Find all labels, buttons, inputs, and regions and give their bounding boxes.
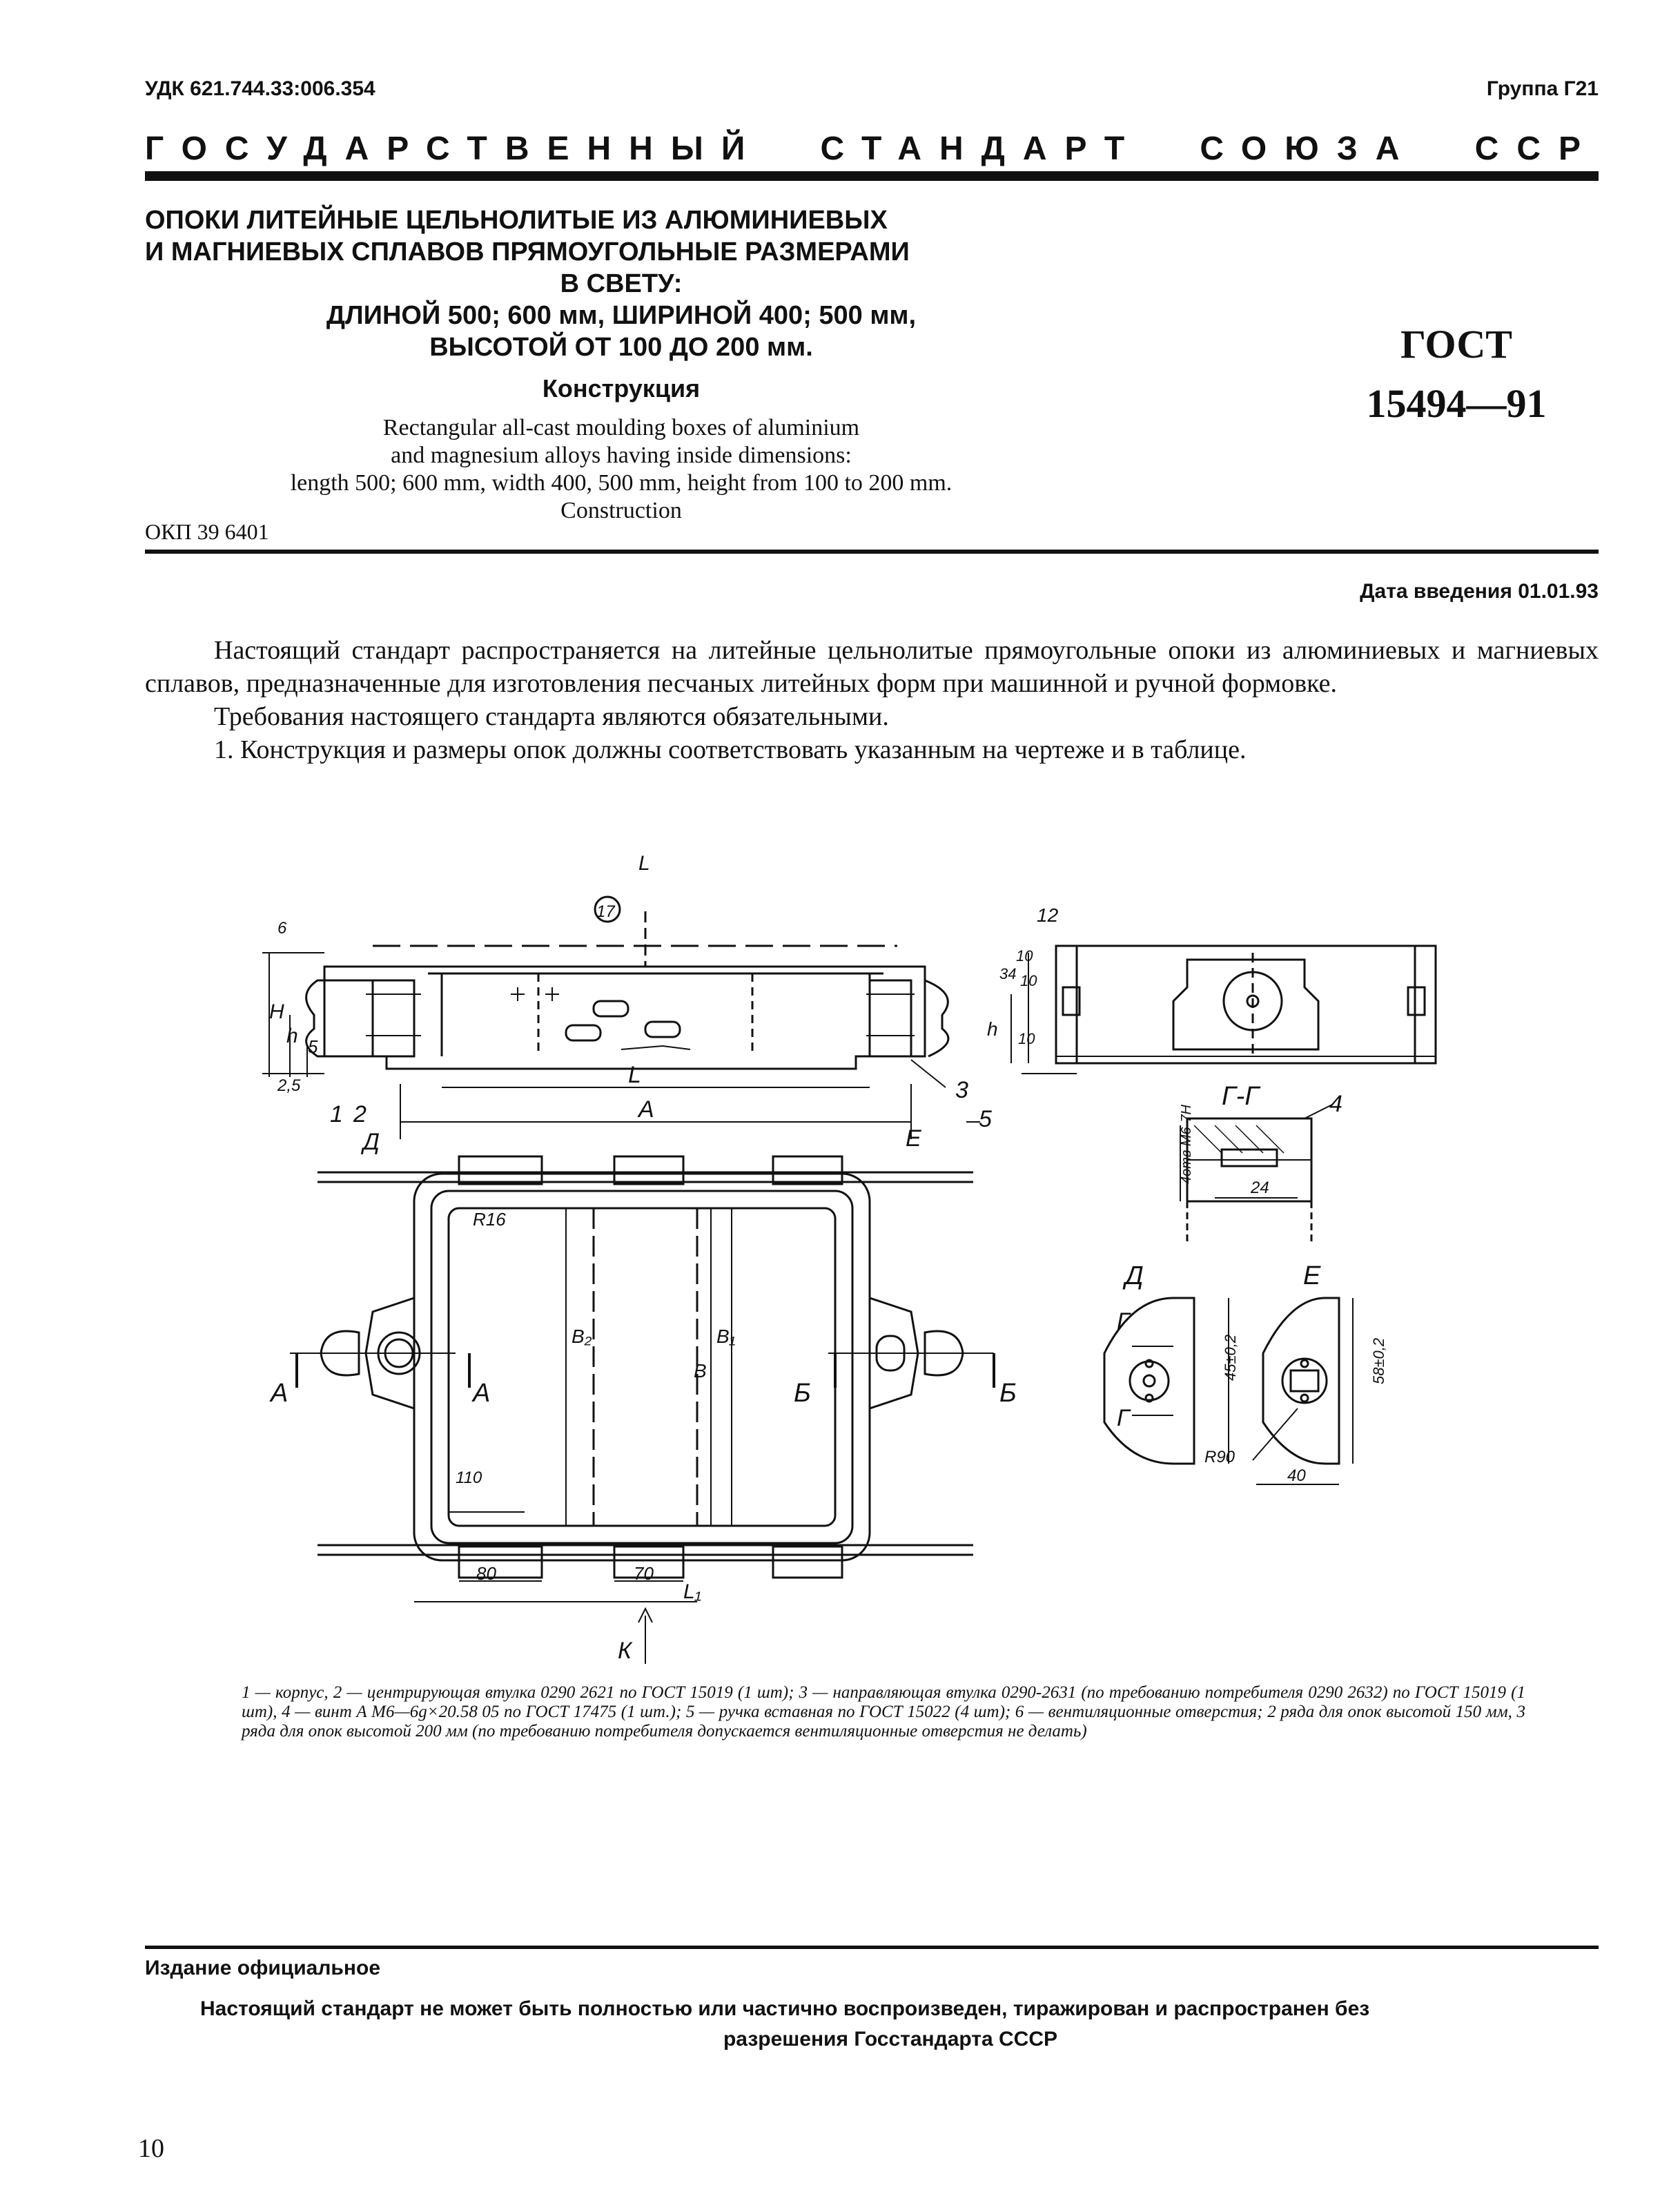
figure-caption: 1 — корпус, 2 — центрирующая втулка 0290 2621 по ГОСТ 15019 (1 шт); 3 — направляющая втулка 0290-2631 (по требованию потребителя 0290 2632) по ГОСТ 15019 (1 шт), 4 — винт А М6—6g×20.58 05 по ГОСТ 17475 (1 шт.); 5 — ручка вставная по ГОСТ 15022 (4 шт); 6 — вентиляционные отверстия; 2 ряда для опок высотой 150 мм, 3 ряда для опок высотой 200 мм (по требованию потребителя допускается вентиляционные отверстия не делать) (242, 1683, 1525, 1741)
callout-4: 4 (1329, 1091, 1342, 1117)
english-title-line: Construction (560, 498, 682, 523)
document-subtitle: Конструкция (542, 374, 701, 403)
dim-label-B: B (694, 1360, 707, 1382)
view-title-D: Д (1125, 1261, 1144, 1290)
section-mark-A: А (473, 1379, 491, 1408)
title-line: ДЛИНОЙ 500; 600 мм, ШИРИНОЙ 400; 500 мм, (326, 301, 917, 330)
callout-6: 6 (277, 919, 287, 938)
notice-line: разрешения Госстандарта СССР (723, 2028, 1058, 2051)
banner-word: ССР (1474, 130, 1599, 167)
dim-label-10: 10 (1020, 972, 1037, 989)
english-title-line: and magnesium alloys having inside dimensions: (391, 443, 852, 468)
callout-3: 3 (955, 1077, 968, 1103)
dim-label-A: A (638, 1096, 654, 1123)
dim-label-10: 10 (1016, 947, 1033, 965)
footer-rule (145, 1946, 1599, 1949)
copyright-notice (200, 1994, 1581, 2055)
banner-word: СОЮЗА (1200, 130, 1418, 167)
section-label-GG: Г-Г (1222, 1082, 1259, 1111)
notice-line: Настоящий стандарт не может быть полностью или частично воспроизведен, тиражирован и распространен без (200, 1997, 1370, 2020)
dim-label-B2: B₂ (572, 1326, 592, 1347)
edition-label: Издание официальное (145, 1957, 381, 1979)
english-title-line: length 500; 600 mm, width 400, 500 mm, height from 100 to 200 mm. (290, 470, 953, 496)
page-number: 10 (138, 2134, 164, 2163)
section-mark-G: Г (1117, 1308, 1130, 1335)
title-line: ВЫСОТОЙ ОТ 100 ДО 200 мм. (429, 333, 813, 362)
dim-label-L: L (628, 1062, 641, 1088)
gost-number: 15494—91 (1366, 381, 1547, 426)
section-mark-B: Б (999, 1379, 1017, 1408)
dim-label-2-5: 2,5 (277, 1076, 301, 1095)
dim-label-L-top: L (638, 852, 650, 875)
callout-12: 12 (1037, 904, 1059, 926)
dim-label-34: 34 (999, 965, 1017, 982)
callout-17: 17 (596, 902, 615, 921)
section-mark-B: Б (794, 1379, 811, 1408)
title-line: ОПОКИ ЛИТЕЙНЫЕ ЦЕЛЬНОЛИТЫЕ ИЗ АЛЮМИНИЕВЫХ (145, 206, 888, 235)
plan-view (290, 1156, 994, 1664)
dim-label-R16: R16 (473, 1209, 506, 1230)
dim-label-R90: R90 (1204, 1448, 1235, 1466)
section-mark-G: Г (1117, 1405, 1130, 1431)
section-mark-A: А (271, 1379, 289, 1408)
dim-label-58: 58±0,2 (1370, 1337, 1387, 1384)
paragraph: 1. Конструкция и размеры опок должны соответствовать указанным на чертеже и в таблице. (214, 735, 1247, 764)
banner-word: СТАНДАРТ (820, 130, 1143, 167)
view-label-E: Е (906, 1125, 921, 1152)
dim-label-h: h (987, 1018, 998, 1040)
paragraph: Настоящий стандарт распространяется на литейные цельнолитые прямоугольные опоки из алюминиевых и магниевых сплавов, предназначенные для изготовления песчаных литейных форм при машинной и ручной формовке. (145, 636, 1599, 698)
view-title-E: Е (1303, 1261, 1321, 1290)
view-label-K: К (618, 1638, 632, 1664)
effective-date: Дата введения 01.01.93 (1360, 580, 1599, 603)
title-line: В СВЕТУ: (560, 269, 683, 298)
view-label-D: Д (363, 1129, 380, 1155)
dim-label-H: H (269, 1000, 284, 1023)
dim-label-h: h (286, 1025, 298, 1047)
callout-5: 5 (979, 1106, 992, 1132)
dim-label-L1: L₁ (683, 1580, 702, 1603)
section-view-top (262, 897, 980, 1139)
title-line: И МАГНИЕВЫХ СПЛАВОВ ПРЯМОУГОЛЬНЫЕ РАЗМЕРАМИ (145, 238, 910, 266)
dim-label-45: 45±0,2 (1222, 1334, 1239, 1381)
dim-label-B1: B₁ (716, 1326, 736, 1347)
dim-label-40: 40 (1287, 1466, 1306, 1485)
callout-2: 2 (353, 1101, 367, 1127)
dim-label-5: 5 (308, 1036, 318, 1057)
gost-label: ГОСТ (1400, 322, 1512, 367)
group-code: Группа Г21 (1486, 77, 1599, 100)
thread-label: 4отв М6-7Н (1179, 1105, 1194, 1184)
dim-label-70: 70 (634, 1563, 654, 1584)
callout-1: 1 (330, 1101, 343, 1127)
english-title-line: Rectangular all-cast moulding boxes of aluminium (382, 415, 860, 440)
udk-code: УДК 621.744.33:006.354 (145, 77, 375, 100)
paragraph: Требования настоящего стандарта являются обязательными. (214, 702, 889, 731)
dim-label-80: 80 (476, 1563, 496, 1584)
section-gg (1180, 1105, 1332, 1243)
dim-label-10: 10 (1018, 1030, 1035, 1047)
side-view (1011, 946, 1436, 1074)
dim-label-24: 24 (1251, 1179, 1269, 1197)
okp-code: ОКП 39 6401 (145, 519, 269, 544)
dim-label-110: 110 (456, 1469, 482, 1487)
banner-word: ГОСУДАРСТВЕННЫЙ (145, 130, 763, 167)
